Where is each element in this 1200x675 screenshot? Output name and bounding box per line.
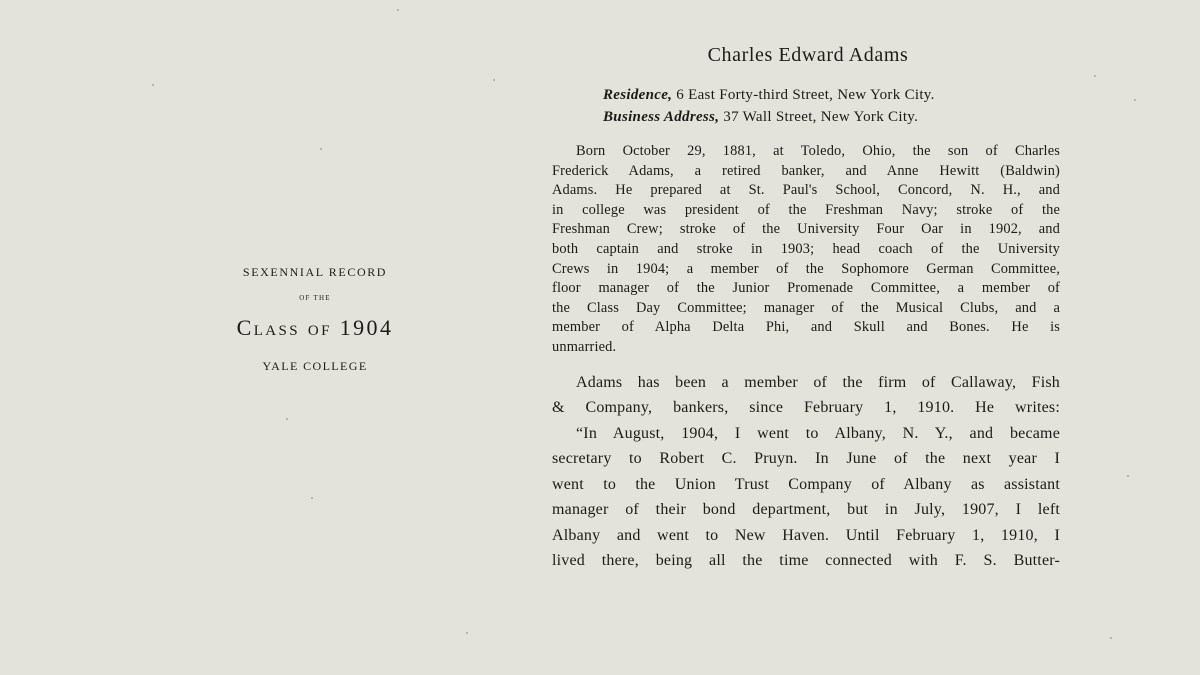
paper-speck <box>1110 637 1112 639</box>
bio-line: Freshman Crew; stroke of the University Four Oar in 1902, and <box>552 221 1060 238</box>
firm-paragraph <box>552 370 1060 421</box>
bio-line: Crews in 1904; a member of the Sophomore German Committee, <box>552 260 1060 277</box>
quote-paragraph <box>552 421 1060 574</box>
title-connector: OF THE <box>299 294 331 302</box>
bio-line: Adams. He prepared at St. Paul's School, Concord, N. H., and <box>552 182 1060 199</box>
bio-line: both captain and stroke in 1903; head coach of the University <box>552 240 1060 257</box>
residence-label: Residence, <box>603 87 673 103</box>
bio-line: Frederick Adams, a retired banker, and Anne Hewitt (Baldwin) <box>552 162 1060 179</box>
biography-name: Charles Edward Adams <box>707 44 909 66</box>
quote-line: manager of their bond department, but in July, 1907, I left <box>552 501 1060 519</box>
bio-line: floor manager of the Junior Promenade Committee, a member of <box>552 280 1060 297</box>
biography-paragraph <box>552 142 1060 358</box>
bio-line: the Class Day Committee; manager of the Musical Clubs, and a <box>552 299 1060 316</box>
title-block <box>190 262 440 374</box>
paper-speck <box>1127 475 1129 477</box>
paper-speck <box>1094 75 1096 77</box>
record-title: SEXENNIAL RECORD <box>242 265 388 279</box>
college-name: YALE COLLEGE <box>262 359 368 373</box>
quote-line: secretary to Robert C. Pruyn. In June of the next year I <box>552 450 1060 468</box>
right-page <box>548 40 1068 574</box>
bio-line: unmarried. <box>552 338 617 355</box>
quote-line: “In August, 1904, I went to Albany, N. Y., and became <box>576 424 1060 442</box>
bio-line: member of Alpha Delta Phi, and Skull and Bones. He is <box>552 319 1060 336</box>
address-block <box>603 84 1068 128</box>
business-address-label: Business Address, <box>603 109 720 125</box>
residence-line <box>603 84 1068 106</box>
quote-line: Albany and went to New Haven. Until February 1, 1910, I <box>552 526 1060 544</box>
bio-line: in college was president of the Freshman Navy; stroke of the <box>552 201 1060 218</box>
firm-line: & Company, bankers, since February 1, 1910. He writes: <box>552 399 1060 417</box>
class-title: Class of 1904 <box>236 315 394 340</box>
business-address-value: 37 Wall Street, New York City. <box>719 109 919 125</box>
residence-value: 6 East Forty-third Street, New York City. <box>672 87 935 103</box>
business-address-line <box>603 106 1068 128</box>
firm-line: Adams has been a member of the firm of Callaway, Fish <box>576 373 1060 391</box>
bio-line: Born October 29, 1881, at Toledo, Ohio, the son of Charles <box>576 143 1060 159</box>
paper-speck <box>1134 99 1136 101</box>
quote-line: went to the Union Trust Company of Albany as assistant <box>552 475 1060 493</box>
quote-line: lived there, being all the time connected with F. S. Butter- <box>552 552 1060 570</box>
left-page <box>0 0 540 675</box>
